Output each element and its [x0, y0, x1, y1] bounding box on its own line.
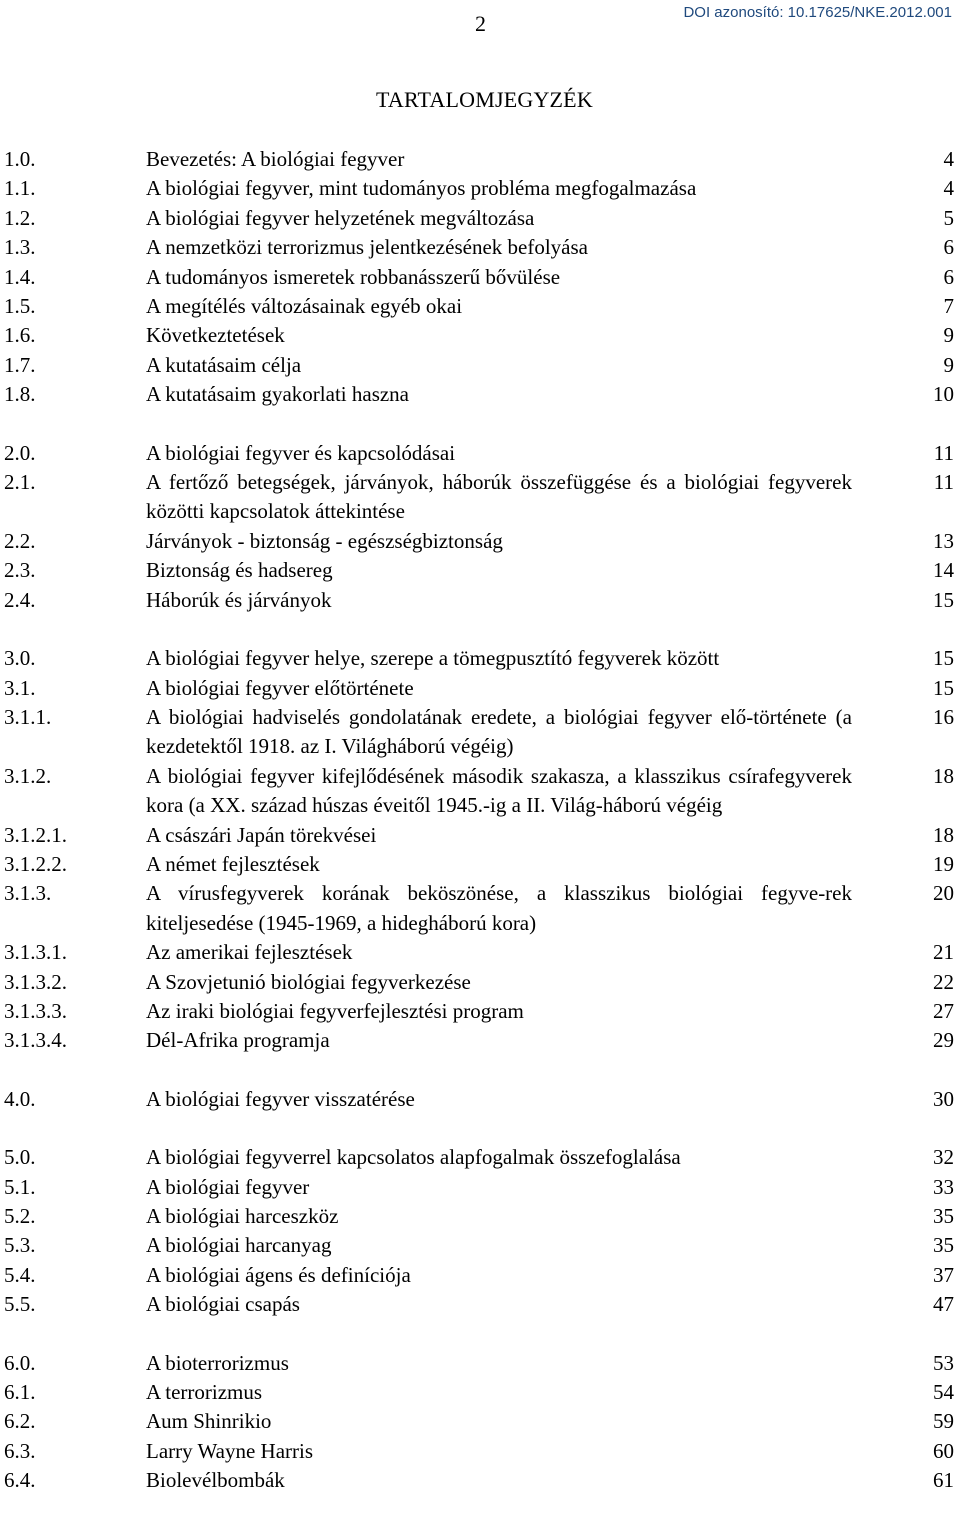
toc-entry-number: 1.5.: [4, 294, 36, 319]
toc-entry: [0, 263, 960, 292]
toc-entry-page: 29: [933, 1028, 954, 1053]
toc-entry: [0, 1231, 960, 1260]
toc-entry-title: A biológiai fegyver és kapcsolódásai: [146, 440, 456, 465]
toc-entry-number: 1.8.: [4, 382, 36, 407]
toc-entry-title: A nemzetközi terrorizmus jelentkezésének befolyása: [146, 235, 588, 260]
toc-entry-page: 15: [933, 587, 954, 612]
toc-entry-number: 3.1.3.3.: [4, 998, 67, 1023]
toc-entry-title: Az iraki biológiai fegyverfejlesztési program: [146, 998, 524, 1023]
toc-entry-number: 1.1.: [4, 176, 36, 201]
toc-entry-title: A tudományos ismeretek robbanásszerű bővülése: [146, 264, 561, 289]
toc-entry: [0, 468, 960, 527]
toc-entry: [0, 380, 960, 409]
toc-entry-page: 27: [933, 998, 954, 1023]
toc-entry-page: 11: [933, 470, 954, 495]
toc-entry: [0, 292, 960, 321]
toc-entry-title: A császári Japán törekvései: [146, 822, 377, 847]
toc-entry-number: 3.1.1.: [4, 704, 52, 729]
toc-entry-number: 3.1.3.: [4, 881, 52, 906]
toc-entry: [0, 1173, 960, 1202]
toc-entry-number: 3.1.3.4.: [4, 1028, 67, 1053]
toc-section: [0, 1349, 960, 1496]
toc-entry-number: 5.2.: [4, 1204, 36, 1228]
toc-section: [0, 1085, 960, 1114]
toc-entry-title: A biológiai fegyverrel kapcsolatos alapfogalmak összefoglalása: [146, 1145, 681, 1170]
toc-section: [0, 644, 960, 1056]
toc-entry-number: 5.4.: [4, 1262, 36, 1287]
toc-entry-number: 3.1.2.1.: [4, 822, 67, 847]
toc-entry-page: 35: [933, 1204, 954, 1228]
toc-entry-number: 3.1.2.: [4, 763, 52, 788]
toc-entry-number: 4.0.: [4, 1086, 36, 1111]
toc-entry-title: A kutatásaim gyakorlati haszna: [146, 382, 410, 407]
toc-entry: [0, 321, 960, 350]
toc-entry-number: 3.1.3.1.: [4, 940, 67, 965]
toc-section: [0, 145, 960, 410]
toc-entry-number: 2.2.: [4, 528, 36, 553]
toc-entry-page: 21: [933, 940, 954, 965]
toc-entry-number: 6.4.: [4, 1468, 36, 1493]
toc-entry-title: Biztonság és hadsereg: [146, 558, 333, 583]
toc-entry-number: 3.1.3.2.: [4, 969, 67, 994]
toc-entry: [0, 204, 960, 233]
toc-entry-number: 5.3.: [4, 1233, 36, 1258]
toc-entry-page: 32: [933, 1145, 954, 1170]
toc-entry: [0, 1290, 960, 1319]
toc-entry-title: Háborúk és járványok: [146, 587, 332, 612]
toc-entry: [0, 821, 960, 850]
toc-entry: [0, 850, 960, 879]
toc-entry-page: 19: [933, 851, 954, 876]
toc-entry-page: 30: [933, 1086, 954, 1111]
toc-entry: [0, 174, 960, 203]
toc-entry-title: A biológiai fegyver helyzetének megváltozása: [146, 205, 535, 230]
toc-entry-page: 7: [943, 294, 954, 319]
toc-entry: [0, 1437, 960, 1466]
toc-entry-page: 37: [933, 1262, 954, 1287]
toc-entry: [0, 1143, 960, 1172]
toc-entry-title: A biológiai hadviselés gondolatának eredete, a biológiai fegyver elő-története (a kezdetektől 1918. az I. Világháború végéig): [146, 704, 852, 759]
toc-entry-title: A Szovjetunió biológiai fegyverkezése: [146, 969, 471, 994]
toc-entry-number: 3.1.: [4, 675, 36, 700]
toc-entry-page: 15: [933, 646, 954, 671]
toc-entry-number: 5.0.: [4, 1145, 36, 1170]
toc-entry-number: 6.3.: [4, 1438, 36, 1463]
toc-entry-page: 61: [933, 1468, 954, 1493]
toc-entry-number: 5.5.: [4, 1292, 36, 1317]
toc-entry-title: A vírusfegyverek korának beköszönése, a klasszikus biológiai fegyve-rek kiteljesedése (1945-1969, a hidegháború kora): [146, 881, 852, 935]
toc-entry-number: 1.2.: [4, 205, 36, 230]
toc-entry-title: A német fejlesztések: [146, 851, 320, 876]
toc-entry-page: 6: [943, 264, 954, 289]
table-of-contents: [0, 145, 960, 1525]
toc-entry-number: 1.7.: [4, 352, 36, 377]
toc-entry-page: 54: [933, 1380, 954, 1405]
toc-entry: [0, 762, 960, 821]
toc-section: [0, 1143, 960, 1319]
toc-entry-page: 11: [933, 440, 954, 465]
toc-entry: [0, 938, 960, 967]
doi-identifier: DOI azonosító: 10.17625/NKE.2012.001: [683, 4, 952, 21]
toc-entry-title: A biológiai fegyver előtörténete: [146, 675, 414, 700]
toc-entry-title: A megítélés változásainak egyéb okai: [146, 294, 463, 319]
page-number: 2: [475, 11, 486, 36]
toc-entry-number: 6.0.: [4, 1350, 36, 1375]
toc-entry-title: A biológiai fegyver visszatérése: [146, 1086, 415, 1111]
toc-entry-page: 10: [933, 382, 954, 407]
toc-section: [0, 439, 960, 615]
toc-entry-page: 59: [933, 1409, 954, 1434]
toc-entry: [0, 1349, 960, 1378]
toc-entry-page: 18: [933, 763, 954, 788]
toc-entry-title: A bioterrorizmus: [146, 1350, 289, 1375]
toc-entry-title: Járványok - biztonság - egészségbiztonság: [146, 528, 503, 553]
toc-entry-title: A biológiai fegyver: [146, 1174, 310, 1199]
toc-entry-title: A biológiai harceszköz: [146, 1204, 339, 1228]
toc-entry: [0, 145, 960, 174]
toc-entry: [0, 527, 960, 556]
toc-entry: [0, 233, 960, 262]
toc-entry-title: A kutatásaim célja: [146, 352, 302, 377]
toc-entry: [0, 1085, 960, 1114]
toc-entry-page: 13: [933, 528, 954, 553]
toc-entry-title: A biológiai csapás: [146, 1292, 300, 1317]
toc-entry-number: 2.3.: [4, 558, 36, 583]
toc-entry-title: A biológiai harcanyag: [146, 1233, 332, 1258]
toc-entry: [0, 997, 960, 1026]
toc-entry-page: 33: [933, 1174, 954, 1199]
toc-entry-number: 1.4.: [4, 264, 36, 289]
toc-entry-page: 14: [933, 558, 954, 583]
toc-entry-page: 5: [943, 205, 954, 230]
toc-entry-page: 9: [943, 352, 954, 377]
toc-entry-page: 6: [943, 235, 954, 260]
toc-entry: [0, 1466, 960, 1495]
toc-entry: [0, 351, 960, 380]
toc-entry-page: 35: [933, 1233, 954, 1258]
toc-entry-title: Az amerikai fejlesztések: [146, 940, 353, 965]
toc-entry-page: 15: [933, 675, 954, 700]
toc-entry: [0, 968, 960, 997]
toc-entry-title: Biolevélbombák: [146, 1468, 285, 1493]
toc-entry-title: Dél-Afrika programja: [146, 1028, 330, 1053]
toc-entry-page: 60: [933, 1438, 954, 1463]
toc-entry-title: A terrorizmus: [146, 1380, 263, 1405]
toc-entry: [0, 556, 960, 585]
toc-entry-number: 1.6.: [4, 323, 36, 348]
toc-entry-title: A biológiai ágens és definíciója: [146, 1262, 411, 1287]
toc-entry-title: A biológiai fegyver helye, szerepe a tömegpusztító fegyverek között: [146, 646, 720, 671]
toc-entry-number: 2.0.: [4, 440, 36, 465]
toc-entry-number: 2.1.: [4, 470, 36, 495]
toc-entry-number: 2.4.: [4, 587, 36, 612]
toc-entry: [0, 674, 960, 703]
toc-entry: [0, 586, 960, 615]
toc-entry-number: 5.1.: [4, 1174, 36, 1199]
toc-entry-page: 16: [933, 704, 954, 729]
toc-entry: [0, 1261, 960, 1290]
toc-entry-title: Következtetések: [146, 323, 285, 348]
toc-entry-title: Bevezetés: A biológiai fegyver: [146, 147, 405, 171]
toc-title: TARTALOMJEGYZÉK: [376, 87, 593, 112]
toc-entry-page: 4: [943, 147, 954, 171]
toc-entry: [0, 703, 960, 762]
toc-entry-number: 6.2.: [4, 1409, 36, 1434]
toc-entry-number: 3.0.: [4, 646, 36, 671]
toc-entry: [0, 1407, 960, 1436]
toc-entry-number: 1.0.: [4, 147, 36, 171]
toc-entry-title: A biológiai fegyver kifejlődésének második szakasza, a klasszikus csírafegyverek kora (a XX. század húszas éveitől 1945.-ig a II. Világ-háború végéig: [146, 763, 852, 818]
toc-entry-page: 22: [933, 969, 954, 994]
toc-entry-title: Aum Shinrikio: [146, 1409, 272, 1434]
toc-entry-page: 53: [933, 1350, 954, 1375]
toc-entry: [0, 879, 960, 938]
toc-entry-title: Larry Wayne Harris: [146, 1438, 314, 1463]
toc-entry-number: 1.3.: [4, 235, 36, 260]
toc-entry: [0, 439, 960, 468]
toc-entry-page: 9: [943, 323, 954, 348]
toc-entry: [0, 644, 960, 673]
toc-entry-page: 18: [933, 822, 954, 847]
toc-entry: [0, 1378, 960, 1407]
toc-entry: [0, 1202, 960, 1231]
toc-entry-page: 47: [933, 1292, 954, 1317]
toc-entry-number: 6.1.: [4, 1380, 36, 1405]
toc-entry-page: 4: [943, 176, 954, 201]
toc-entry: [0, 1026, 960, 1055]
toc-entry-number: 3.1.2.2.: [4, 851, 67, 876]
toc-entry-page: 20: [933, 881, 954, 906]
toc-entry-title: A fertőző betegségek, járványok, háborúk összefüggése és a biológiai fegyverek közötti kapcsolatok áttekintése: [146, 470, 852, 524]
toc-entry-title: A biológiai fegyver, mint tudományos probléma megfogalmazása: [146, 176, 697, 201]
